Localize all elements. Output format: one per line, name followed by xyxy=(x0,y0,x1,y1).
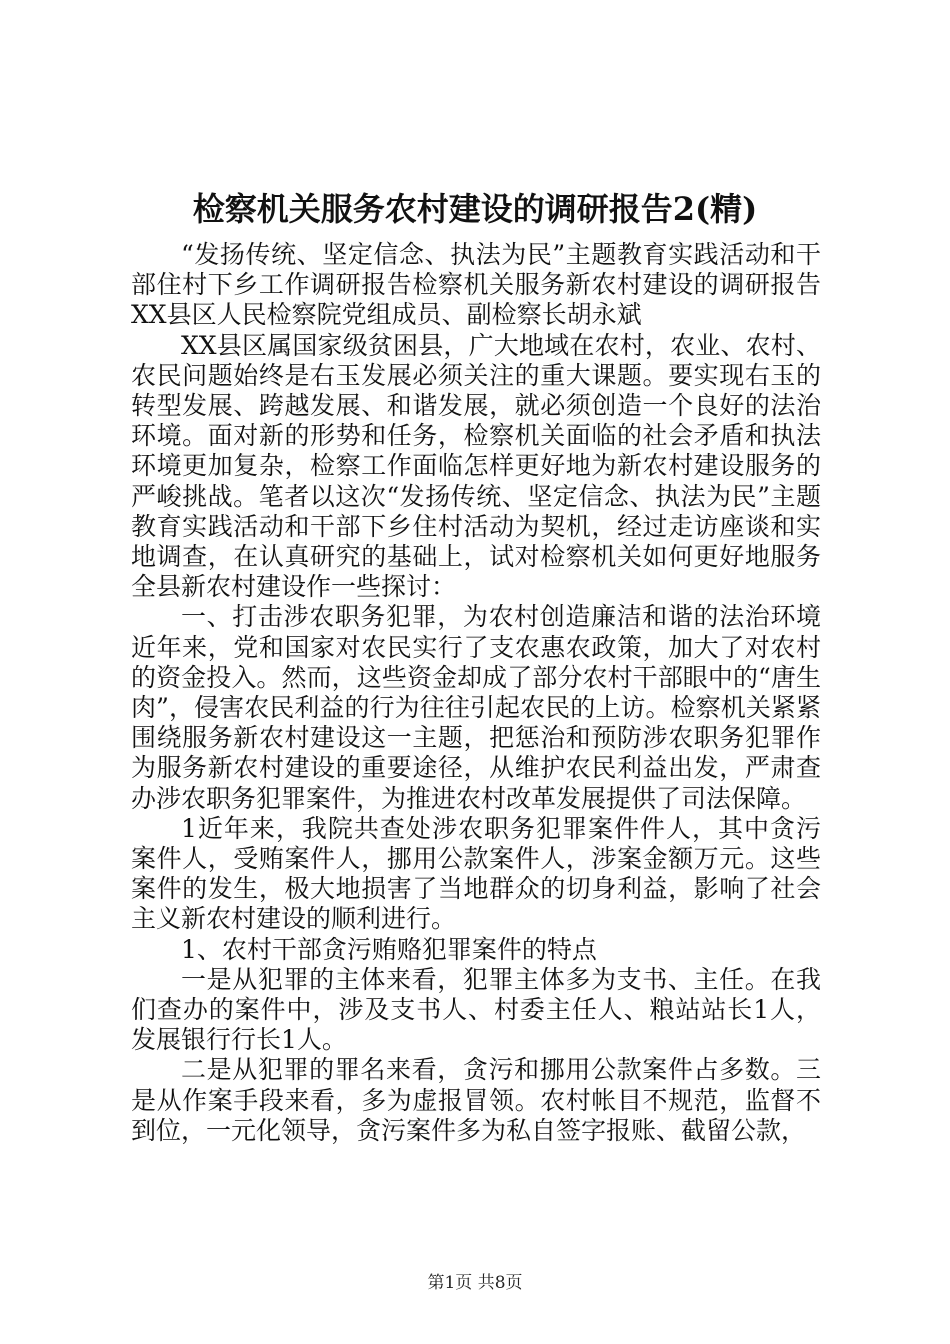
paragraph-feature-two: 二是从犯罪的罪名来看，贪污和挪用公款案件占多数。三是从作案手段来看，多为虚报冒领。农村帐目不规范，监督不到位，一元化领导，贪污案件多为私自签字报账、截留公款， xyxy=(131,1055,821,1145)
paragraph-subheading-features: 1、农村干部贪污贿赂犯罪案件的特点 xyxy=(181,934,597,964)
document-body xyxy=(131,240,821,1146)
paragraph-intro: “发扬传统、坚定信念、执法为民”主题教育实践活动和干部住村下乡工作调研报告检察机关服务新农村建设的调研报告XX县区人民检察院党组成员、副检察长胡永斌 xyxy=(131,240,821,330)
page-number-footer: 第1页 共8页 xyxy=(427,1273,523,1293)
paragraph-background: XX县区属国家级贫困县，广大地域在农村，农业、农村、农民问题始终是右玉发展必须关注的重大课题。要实现右玉的转型发展、跨越发展、和谐发展，就必须创造一个良好的法治环境。面对新的形势和任务，检察机关面临的社会矛盾和执法环境更加复杂，检察工作面临怎样更好地为新农村建设服务的严峻挑战。笔者以这次“发扬传统、坚定信念、执法为民”主题教育实践活动和干部下乡住村活动为契机，经过走访座谈和实地调查，在认真研究的基础上，试对检察机关如何更好地服务全县新农村建设作一些探讨： xyxy=(131,330,821,602)
document-title: 检察机关服务农村建设的调研报告2(精) xyxy=(192,190,758,228)
paragraph-feature-one: 一是从犯罪的主体来看，犯罪主体多为支书、主任。在我们查办的案件中，涉及支书人、村委主任人、粮站站长1人，发展银行行长1人。 xyxy=(131,964,821,1055)
paragraph-case-stats: 1近年来，我院共查处涉农职务犯罪案件件人，其中贪污案件人，受贿案件人，挪用公款案件人，涉案金额万元。这些案件的发生，极大地损害了当地群众的切身利益，影响了社会主义新农村建设的顺利进行。 xyxy=(131,813,821,934)
paragraph-section-one: 一、打击涉农职务犯罪，为农村创造廉洁和谐的法治环境近年来，党和国家对农民实行了支农惠农政策，加大了对农村的资金投入。然而，这些资金却成了部分农村干部眼中的“唐生肉”，侵害农民利益的行为往往引起农民的上访。检察机关紧紧围绕服务新农村建设这一主题，把惩治和预防涉农职务犯罪作为服务新农村建设的重要途径，从维护农民利益出发，严肃查办涉农职务犯罪案件，为推进农村改革发展提供了司法保障。 xyxy=(131,602,821,813)
